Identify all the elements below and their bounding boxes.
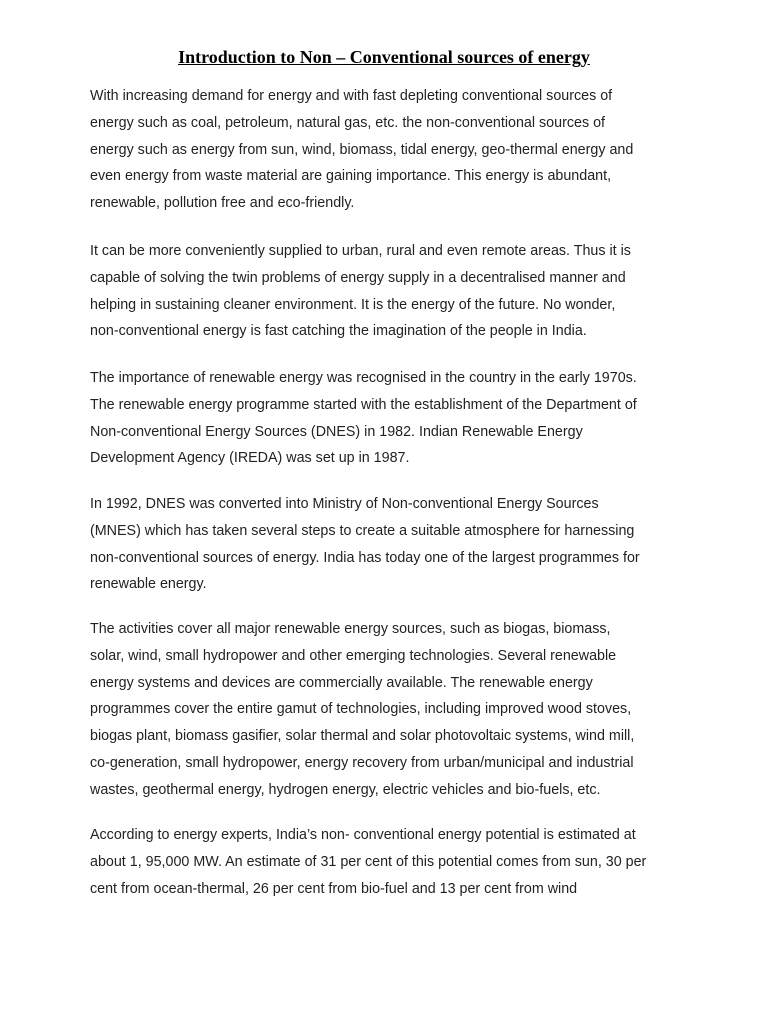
paragraph-4 [90,491,640,598]
text-line: With increasing demand for energy and with fast depleting conventional sources of [90,88,613,104]
text-line: non-conventional sources of energy. India has today one of the largest programmes for [90,549,640,566]
text-line: The importance of renewable energy was recognised in the country in the early 1970s. [90,370,637,386]
text-line: energy systems and devices are commercially available. The renewable energy [90,674,593,691]
text-line: energy such as coal, petroleum, natural gas, etc. the non-conventional sources of [90,114,605,131]
text-line: In 1992, DNES was converted into Ministry of Non-conventional Energy Sources [90,496,599,512]
text-line: The activities cover all major renewable energy sources, such as biogas, biomass, [90,621,611,637]
text-line: wastes, geothermal energy, hydrogen energy, electric vehicles and bio-fuels, etc. [90,781,601,798]
text-line: energy such as energy from sun, wind, biomass, tidal energy, geo-thermal energy and [90,141,634,158]
text-line: Development Agency (IREDA) was set up in 1987. [90,450,410,467]
text-line: According to energy experts, India’s non- conventional energy potential is estimated at [90,827,636,843]
text-line: The renewable energy programme started with the establishment of the Department of [90,396,637,413]
text-line: capable of solving the twin problems of energy supply in a decentralised manner and [90,269,626,286]
text-line: Non-conventional Energy Sources (DNES) in 1982. Indian Renewable Energy [90,423,583,440]
paragraph-1 [90,83,633,217]
text-line: non-conventional energy is fast catching the imagination of the people in India. [90,323,587,340]
paragraph-2 [90,238,631,345]
paragraph-5 [90,616,634,804]
paragraph-6 [90,822,646,902]
text-line: solar, wind, small hydropower and other emerging technologies. Several renewable [90,647,617,664]
text-line: about 1, 95,000 MW. An estimate of 31 per cent of this potential comes from sun, 30 per [90,853,647,870]
text-line: renewable energy. [90,576,207,593]
text-line: helping in sustaining cleaner environment. It is the energy of the future. No wonder, [90,296,616,313]
text-line: biogas plant, biomass gasifier, solar thermal and solar photovoltaic systems, wind mill, [90,728,635,745]
text-line: even energy from waste material are gaining importance. This energy is abundant, [90,168,612,185]
text-line: (MNES) which has taken several steps to create a suitable atmosphere for harnessing [90,522,635,539]
text-line: co-generation, small hydropower, energy recovery from urban/municipal and industrial [90,754,634,771]
text-line: It can be more conveniently supplied to urban, rural and even remote areas. Thus it is [90,243,631,259]
paragraph-3 [90,365,637,472]
text-line: cent from ocean-thermal, 26 per cent from bio-fuel and 13 per cent from wind [90,880,578,897]
text-line: renewable, pollution free and eco-friendly. [90,195,355,212]
page-title: Introduction to Non – Conventional sources of energy [178,47,590,67]
text-line: programmes cover the entire gamut of technologies, including improved wood stoves, [90,701,632,718]
